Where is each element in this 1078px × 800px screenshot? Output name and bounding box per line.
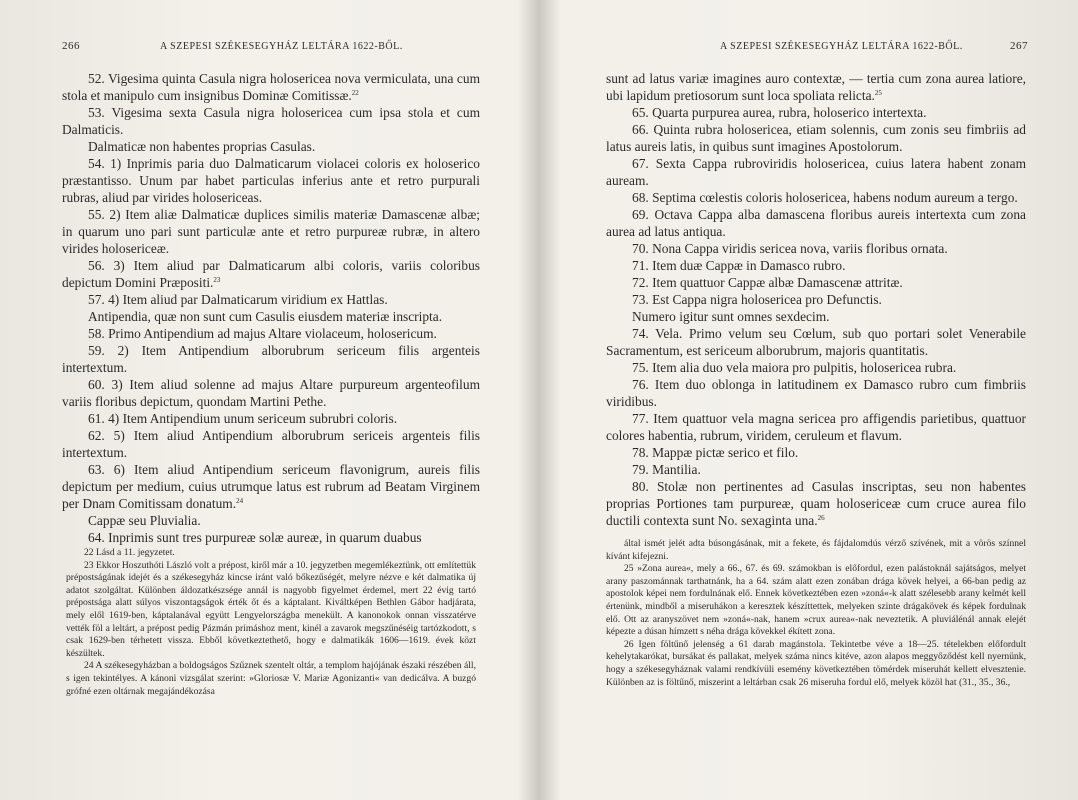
footnote: 23 Ekkor Hoszuthóti László volt a prépost, kiről már a 10. jegyzetben megemlékeztünk, ott említettük prépostságának idejét és a székesegyház kincse iránt való bőkezűségét, melyre nézve e két dalmatika új adatot szolgáltat. Különben áldozatkészsége annál is nagyobb figyelmet érdemel, mert 22 évig tartó prépostsága alatt súlyos viszontagságok érték őt és a káptalant. Kiváltképen Bethlen Gábor hadjárata, mely elől 1619-ben, káptalanával együtt Lengyelországba menekült. A kanonokok onnan visszatérve vették föl a leltárt, a prépost pedig Pázmán prímáshoz ment, kinél a zavarok megszűnéséig tartózkodott, s csak 1629-ben térhetett vissza. Ebből következtethető, hogy e dalmatikák 1606—1619. évek közt készültek. (66, 559, 476, 659)
footnote-ref: 22 (351, 89, 359, 97)
paragraph (606, 189, 1026, 206)
right-running-title: A SZEPESI SZÉKESEGYHÁZ LELTÁRA 1622-BŐL. (720, 41, 963, 52)
paragraph (606, 359, 1026, 376)
paragraph (606, 478, 1026, 529)
left-running-title: A SZEPESI SZÉKESEGYHÁZ LELTÁRA 1622-BŐL. (160, 41, 403, 52)
footnote: által ismét jelét adta búsongásának, mit a fekete, és fájdalomdús vérző szívének, mit a vörös színnel kívánt kifejezni. (606, 538, 1026, 562)
paragraph (606, 376, 1026, 410)
paragraph-text: Numero igitur sunt omnes sexdecim. (632, 309, 830, 324)
paragraph (606, 104, 1026, 121)
left-page-number: 266 (62, 40, 80, 52)
paragraph (62, 308, 480, 325)
paragraph (606, 274, 1026, 291)
paragraph-text: 75. Item alia duo vela maiora pro pulpitis, holosericea rubra. (632, 360, 957, 375)
paragraph-text: 60. 3) Item aliud solenne ad majus Altare purpureum argenteofilum variis floribus depictum, quondam Martini Pethe. (62, 377, 480, 409)
paragraph-text: 72. Item quattuor Cappæ albæ Damascenæ attritæ. (632, 275, 903, 290)
paragraph-text: 73. Est Cappa nigra holosericea pro Defunctis. (632, 292, 882, 307)
paragraph (606, 444, 1026, 461)
footnote: 22 Lásd a 11. jegyzetet. (84, 547, 175, 558)
paragraph (606, 461, 1026, 478)
paragraph-text: 55. 2) Item aliæ Dalmaticæ duplices similis materiæ Damascenæ albæ; in quarum uno pari sunt particulæ ante et retro purpureæ rubræ, in altero virides holosericeæ. (62, 207, 480, 256)
paragraph-text: Dalmaticæ non habentes proprias Casulas. (88, 139, 316, 154)
paragraph-text: 69. Octava Cappa alba damascena floribus aureis intertexta cum zona aurea ad latus antiqua. (606, 207, 1026, 239)
paragraph (606, 206, 1026, 240)
paragraph-text: 64. Inprimis sunt tres purpureæ solæ aureæ, in quarum duabus (88, 530, 422, 545)
paragraph-text: 63. 6) Item aliud Antipendium sericeum flavonigrum, aureis filis depictum per medium, cuius utrumque latus est rubrum ad Beatam Virginem per Dnam Comitissam donatum. (62, 462, 480, 511)
footnote-ref: 26 (817, 514, 825, 522)
paragraph (62, 427, 480, 461)
paragraph (62, 410, 480, 427)
paragraph-text: sunt ad latus variæ imagines auro contextæ, — tertia cum zona aurea latiore, ubi lapidum pretiosorum sunt loca spoliata relicta. (606, 71, 1026, 103)
paragraph-text: 56. 3) Item aliud par Dalmaticarum albi coloris, variis coloribus depictum Domini Præpositi. (62, 258, 480, 290)
right-running-head (540, 40, 1078, 56)
paragraph-text: 53. Vigesima sexta Casula nigra holosericea cum ipsa stola et cum Dalmaticis. (62, 105, 480, 137)
right-footnotes (606, 538, 1026, 689)
paragraph-text: 77. Item quattuor vela magna sericea pro affigendis parietibus, quattuor colores habentia, rubrum, viridem, ceruleum et flavum. (606, 411, 1026, 443)
footnote: 26 Igen föltűnő jelenség a 61 darab magánstola. Tekintetbe véve a 18—25. tételekben előfordult kehelytakarókat, bursákat és pallakat, melyek száma nincs kitéve, azon alapos meggyőződést kell nyernünk, hogy a székesegyháznak valami rendkívüli esemény következtében tömérdek miseruhát kellett elvesztenie. Különben az is föltűnő, miszerint a leltárban csak 26 miseruha fordul elő, melyek közöl hat (31., 35., 36., (606, 638, 1026, 688)
paragraph (62, 291, 480, 308)
paragraph (62, 70, 480, 104)
paragraph-text: 61. 4) Item Antipendium unum sericeum subrubri coloris. (88, 411, 398, 426)
paragraph-text: 67. Sexta Cappa rubroviridis holosericea, cuius latera habent zonam auream. (606, 156, 1026, 188)
paragraph (62, 512, 480, 529)
paragraph (606, 308, 1026, 325)
paragraph (62, 342, 480, 376)
paragraph-text: 74. Vela. Primo velum seu Cœlum, sub quo portari solet Venerabile Sacramentum, est sericeum alborubrum, majoris quantitatis. (606, 326, 1026, 358)
paragraph-text: 68. Septima cœlestis coloris holosericea, habens nodum aureum a tergo. (632, 190, 1018, 205)
footnote-ref: 23 (213, 276, 221, 284)
paragraph-text: 80. Stolæ non pertinentes ad Casulas inscriptas, seu non habentes proprias Portiones tam purpureæ, quam holosericeæ cum cruce aurea filo ductili contexta sunt No. sexaginta una. (606, 479, 1026, 528)
paragraph-text: 65. Quarta purpurea aurea, rubra, holoserico intertexta. (632, 105, 927, 120)
paragraph-text: Cappæ seu Pluvialia. (88, 513, 201, 528)
paragraph-text: 59. 2) Item Antipendium alborubrum sericeum filis argenteis intertextum. (62, 343, 480, 375)
paragraph (606, 410, 1026, 444)
left-footnotes (66, 547, 476, 698)
paragraph-text: 78. Mappæ pictæ serico et filo. (632, 445, 799, 460)
paragraph-text: 70. Nona Cappa viridis sericea nova, variis floribus ornata. (632, 241, 948, 256)
paragraph (62, 325, 480, 342)
paragraph-text: 66. Quinta rubra holosericea, etiam solennis, cum zonis seu fimbriis ad latus aureis latis, in quibus sunt imagines Apostolorum. (606, 122, 1026, 154)
paragraph-text: Antipendia, quæ non sunt cum Casulis eiusdem materiæ inscripta. (88, 309, 443, 324)
paragraph (62, 104, 480, 138)
paragraph (606, 325, 1026, 359)
left-running-head (0, 40, 534, 56)
paragraph (62, 206, 480, 257)
paragraph-text: 57. 4) Item aliud par Dalmaticarum viridium ex Hattlas. (88, 292, 388, 307)
paragraph-text: 54. 1) Inprimis paria duo Dalmaticarum violacei coloris ex holoserico præstantisso. Unum par habet particulas inferius ante et retro purpurali rubras, aliud par virides holosericeas. (62, 156, 480, 205)
paragraph (62, 461, 480, 512)
paragraph (606, 70, 1026, 104)
right-page-number: 267 (1010, 40, 1028, 52)
paragraph-text: 71. Item duæ Cappæ in Damasco rubro. (632, 258, 846, 273)
paragraph (606, 155, 1026, 189)
paragraph-text: 52. Vigesima quinta Casula nigra holosericea nova vermiculata, una cum stola et manipulo cum insignibus Dominæ Comitissæ. (62, 71, 480, 103)
paragraph (62, 529, 480, 546)
paragraph (606, 121, 1026, 155)
right-page-text (606, 70, 1026, 529)
paragraph (62, 138, 480, 155)
left-page (0, 0, 534, 800)
footnote: 25 »Zona aurea«, mely a 66., 67. és 69. számokban is előfordul, ezen palástoknál sajátságos, melyet arany paszománnak tarthatnánk, ha a 64. szám alatt ezen zonában drága kövek helyei, a 66-ban pedig az apostolok képei nem fordulnának elő. Ennek következtében ezen »zoná«-k alatt szélesebb arany kelmét kell értenünk, mindből a miseruhákon a keresztek készíttettek, melyeken szinte drágakövek és képek fordulnak elő. Ott az aranyszövet nem »zoná«-nak, hanem »crux aurea«-nak neveztetik. A pluviálénál annak elejét képezte a dúsan hímzett s néha drága kövekkel ékített zona. (606, 563, 1026, 638)
paragraph-text: 79. Mantilia. (632, 462, 701, 477)
footnote: 24 A székesegyházban a boldogságos Szűznek szentelt oltár, a templom hajójának északi részében áll, s igen tekintélyes. A kánoni vizsgálat szerint: »Gloriosæ V. Mariæ Agonizanti« van dedicálva. A buzgó grófné ezen oltárnak megajándékozása (66, 660, 476, 697)
paragraph-text: 62. 5) Item aliud Antipendium alborubrum sericeis argenteis filis intertextum. (62, 428, 480, 460)
paragraph (606, 291, 1026, 308)
paragraph-text: 76. Item duo oblonga in latitudinem ex Damasco rubro cum fimbriis viridibus. (606, 377, 1026, 409)
left-page-text (62, 70, 480, 546)
paragraph (62, 376, 480, 410)
right-page (540, 0, 1078, 800)
paragraph (62, 155, 480, 206)
footnote-ref: 25 (874, 89, 882, 97)
footnote-ref: 24 (236, 497, 244, 505)
paragraph (62, 257, 480, 291)
paragraph (606, 257, 1026, 274)
paragraph (606, 240, 1026, 257)
paragraph-text: 58. Primo Antipendium ad majus Altare violaceum, holosericum. (88, 326, 437, 341)
